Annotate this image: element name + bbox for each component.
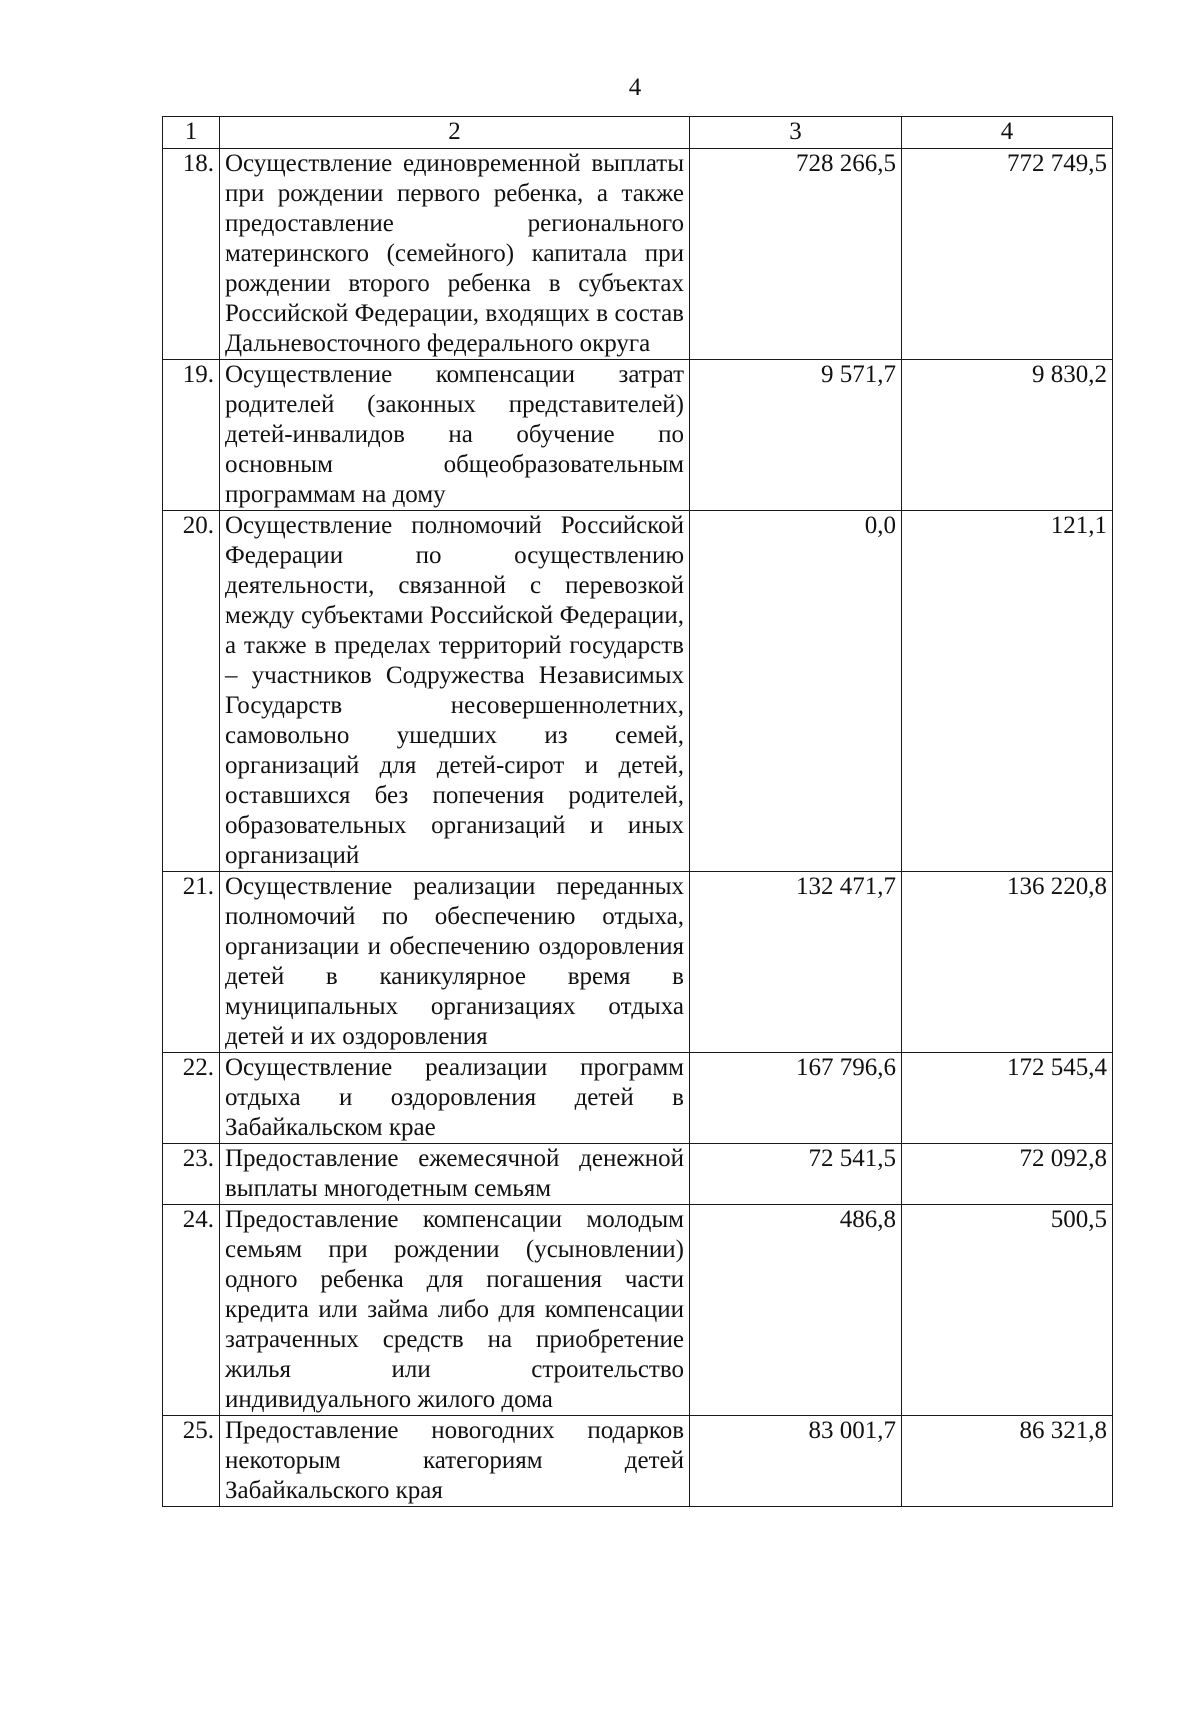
table-header-row	[163, 117, 1113, 149]
row-value-col4: 9 830,2	[902, 360, 1113, 511]
column-header-2: 2	[220, 117, 690, 149]
row-value-col3: 72 541,5	[690, 1144, 902, 1205]
row-value-col3: 83 001,7	[690, 1416, 902, 1507]
table-row	[163, 1205, 1113, 1416]
row-value-col3: 132 471,7	[690, 872, 902, 1053]
row-value-col4: 136 220,8	[902, 872, 1113, 1053]
row-value-col3: 167 796,6	[690, 1053, 902, 1144]
table-row	[163, 511, 1113, 872]
row-number: 19.	[163, 360, 220, 511]
column-header-4: 4	[902, 117, 1113, 149]
row-value-col3: 0,0	[690, 511, 902, 872]
row-number: 21.	[163, 872, 220, 1053]
row-number: 20.	[163, 511, 220, 872]
row-value-col3: 9 571,7	[690, 360, 902, 511]
row-value-col3: 728 266,5	[690, 149, 902, 360]
row-number: 22.	[163, 1053, 220, 1144]
row-description: Осуществление единовременной выплаты при рождении первого ребенка, а также предоставление регионального материнского (семейного) капитала при рождении второго ребенка в субъектах Российской Федерации, входящих в состав Дальневосточного федерального округа	[220, 149, 690, 360]
table-row	[163, 149, 1113, 360]
row-value-col4: 772 749,5	[902, 149, 1113, 360]
row-description: Предоставление компенсации молодым семьям при рождении (усыновлении) одного ребенка для погашения части кредита или займа либо для компенсации затраченных средств на приобретение жилья или строительство индивидуального жилого дома	[220, 1205, 690, 1416]
row-description: Осуществление полномочий Российской Федерации по осуществлению деятельности, связанной с перевозкой между субъектами Российской Федерации, а также в пределах территорий государств – участников Содружества Независимых Государств несовершеннолетних, самовольно ушедших из семей, организаций для детей-сирот и детей, оставшихся без попечения родителей, образовательных организаций и иных организаций	[220, 511, 690, 872]
row-number: 25.	[163, 1416, 220, 1507]
row-description: Осуществление реализации программ отдыха и оздоровления детей в Забайкальском крае	[220, 1053, 690, 1144]
table-row	[163, 1144, 1113, 1205]
row-number: 18.	[163, 149, 220, 360]
table-row	[163, 360, 1113, 511]
budget-table	[162, 116, 1113, 1507]
row-number: 24.	[163, 1205, 220, 1416]
column-header-3: 3	[690, 117, 902, 149]
row-description: Предоставление ежемесячной денежной выплаты многодетным семьям	[220, 1144, 690, 1205]
row-number: 23.	[163, 1144, 220, 1205]
row-value-col4: 86 321,8	[902, 1416, 1113, 1507]
row-value-col4: 121,1	[902, 511, 1113, 872]
table-row	[163, 1053, 1113, 1144]
row-value-col3: 486,8	[690, 1205, 902, 1416]
table-row	[163, 1416, 1113, 1507]
row-value-col4: 72 092,8	[902, 1144, 1113, 1205]
row-description: Осуществление реализации переданных полномочий по обеспечению отдыха, организации и обеспечению оздоровления детей в каникулярное время в муниципальных организациях отдыха детей и их оздоровления	[220, 872, 690, 1053]
row-description: Осуществление компенсации затрат родителей (законных представителей) детей-инвалидов на обучение по основным общеобразовательным программам на дому	[220, 360, 690, 511]
row-value-col4: 172 545,4	[902, 1053, 1113, 1144]
table-row	[163, 872, 1113, 1053]
row-value-col4: 500,5	[902, 1205, 1113, 1416]
page-number: 4	[628, 74, 642, 101]
column-header-1: 1	[163, 117, 220, 149]
row-description: Предоставление новогодних подарков некоторым категориям детей Забайкальского края	[220, 1416, 690, 1507]
